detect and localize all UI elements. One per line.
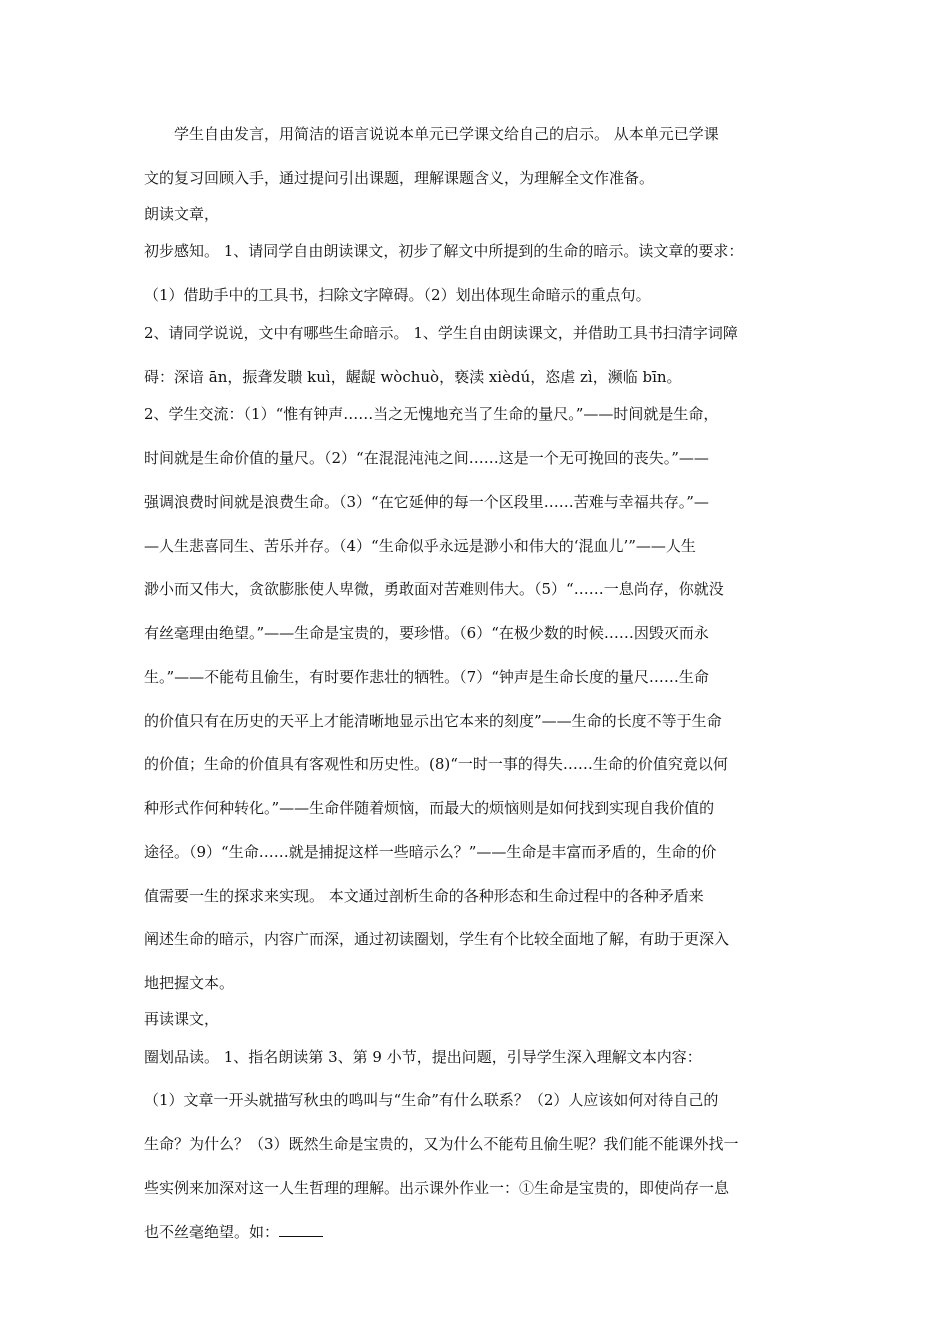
text-line: 生。”——不能苟且偷生，有时要作悲壮的牺牲。（7）“钟声是生命长度的量尺……生命 [144, 667, 709, 686]
text-line: 学生自由发言，用简洁的语言说说本单元已学课文给自己的启示。 从本单元已学课 [174, 125, 719, 143]
text-line: （1）文章一开头就描写秋虫的鸣叫与“生命”有什么联系？（2）人应该如何对待自己的 [144, 1091, 719, 1110]
text-line: —人生悲喜同生、苦乐并存。（4）“生命似乎永远是渺小和伟大的‘混血儿’”——人生 [144, 536, 696, 555]
text-line: 朗读文章， [144, 204, 220, 223]
text-line: 生命？为什么？（3）既然生命是宝贵的，又为什么不能苟且偷生呢？我们能不能课外找一 [144, 1135, 739, 1153]
text-line: 些实例来加深对这一人生哲理的理解。出示课外作业一：①生命是宝贵的，即使尚存一息 [144, 1178, 730, 1197]
text-line: 地把握文本。 [144, 974, 235, 992]
text-line: 2、请同学说说，文中有哪些生命暗示。 1、学生自由朗读课文，并借助工具书扫清字词障 [144, 323, 738, 342]
text-line: 值需要一生的探求来实现。 本文通过剖析生命的各种形态和生命过程中的各种矛盾来 [144, 886, 704, 905]
text-line: 2、学生交流：（1）“惟有钟声……当之无愧地充当了生命的量尺。”——时间就是生命， [144, 405, 719, 424]
text-line: 再读课文， [144, 1009, 220, 1028]
text-line: 的价值只有在历史的天平上才能清晰地显示出它本来的刻度”——生命的长度不等于生命 [144, 711, 722, 730]
text-line: （1）借助手中的工具书，扫除文字障碍。（2）划出体现生命暗示的重点句。 [144, 286, 651, 304]
fill-in-blank [279, 1224, 323, 1237]
text-line: 途径。（9）“生命……就是捕捉这样一些暗示么？”——生命是丰富而矛盾的，生命的价 [144, 842, 717, 861]
text-line: 初步感知。 1、请同学自由朗读课文，初步了解文中所提到的生命的暗示。读文章的要求： [144, 242, 744, 261]
text-line: 阐述生命的暗示，内容广而深，通过初读圈划，学生有个比较全面地了解，有助于更深入 [144, 930, 730, 949]
text-line: 碍：深谙 ān，振聋发聩 kuì，龌龊 wòchuò，亵渎 xièdú，恣虐 zì，濒临 bīn。 [144, 367, 682, 386]
text-line: 种形式作何种转化。”——生命伴随着烦恼，而最大的烦恼则是如何找到实现自我价值的 [144, 799, 715, 817]
text-fragment: 也不丝毫绝望。如： [144, 1222, 280, 1241]
text-line: 文的复习回顾入手，通过提问引出课题，理解课题含义，为理解全文作准备。 [144, 168, 655, 187]
text-line: 圈划品读。 1、指名朗读第 3、第 9 小节，提出问题，引导学生深入理解文本内容： [144, 1047, 702, 1066]
text-line: 强调浪费时间就是浪费生命。（3）“在它延伸的每一个区段里……苦难与幸福共存。”— [144, 492, 709, 511]
text-line: 有丝毫理由绝望。”——生命是宝贵的，要珍惜。（6）“在极少数的时候……因毁灭而永 [144, 624, 709, 642]
text-line: 时间就是生命价值的量尺。（2）“在混混沌沌之间……这是一个无可挽回的丧失。”—— [144, 449, 709, 467]
text-line-last [144, 1222, 810, 1244]
text-line: 的价值；生命的价值具有客观性和历史性。(8)“一时一事的得失……生命的价值究竟以何 [144, 755, 728, 774]
text-line: 渺小而又伟大，贪欲膨胀使人卑微，勇敢面对苦难则伟大。（5）“……一息尚存，你就没 [144, 580, 724, 599]
